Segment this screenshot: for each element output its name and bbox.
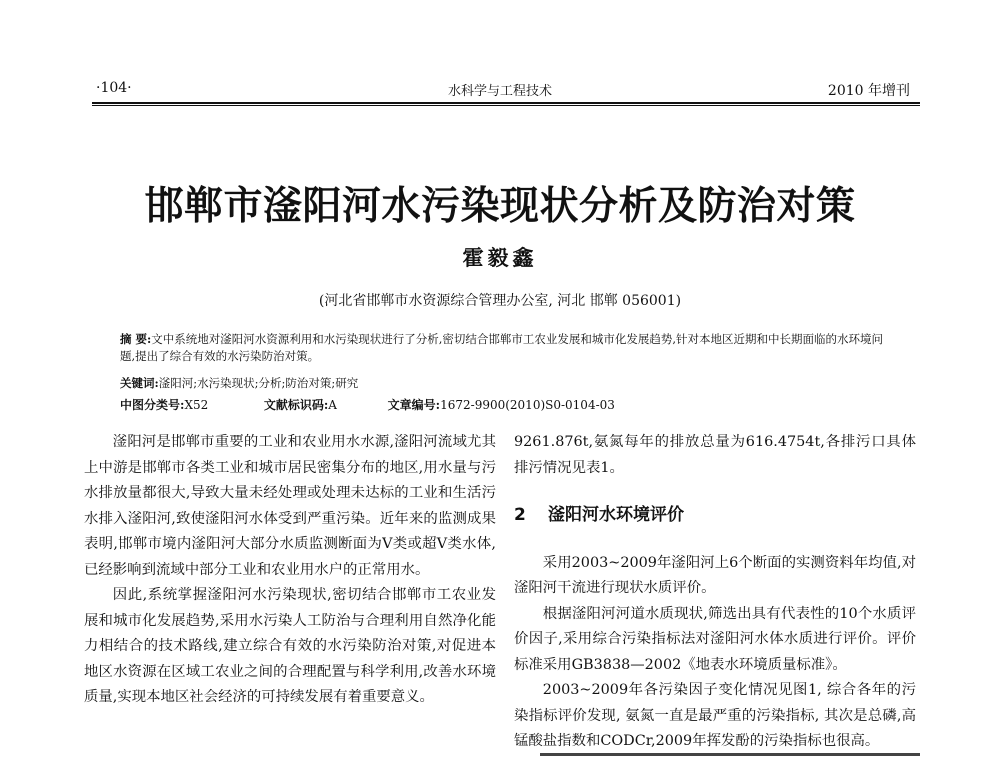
paragraph-continued: 9261.876t,氨氮每年的排放总量为616.4754t,各排污口具体排污情况见表1。 bbox=[514, 434, 916, 476]
section-number: 2 bbox=[514, 505, 526, 525]
article-id: 文章编号:1672-9900(2010)S0-0104-03 bbox=[387, 398, 615, 412]
clc-code: 中图分类号:X52 bbox=[120, 398, 209, 412]
paragraph: 因此,系统掌握滏阳河水污染现状,密切结合邯郸市工农业发展和城市化发展趋势,采用水污染人工防治与合理利用自然净化能力相结合的技术路线,建立综合有效的水污染防治对策,对促进本地区水资源在区域工农业之间的合理配置与科学利用,改善水环境质量,实现本地区社会经济的可持续发展有着重要意义。 bbox=[84, 587, 496, 705]
header-rule-thin bbox=[92, 105, 920, 106]
paragraph: 2003~2009年各污染因子变化情况见图1, 综合各年的污染指标评价发现, 氨氮一直是最严重的污染指标, 其次是总磷,高锰酸盐指数和CODCr,2009年挥发酚的污染指标也很高。 bbox=[514, 682, 916, 749]
abstract-label: 摘 要: bbox=[120, 332, 152, 346]
classification-line bbox=[120, 396, 820, 413]
article-author: 霍毅鑫 bbox=[462, 245, 538, 270]
paragraph: 采用2003~2009年滏阳河上6个断面的实测资料年均值,对滏阳河干流进行现状水质评价。 bbox=[514, 554, 916, 596]
abstract-text: 文中系统地对滏阳河水资源利用和水污染现状进行了分析,密切结合邯郸市工农业发展和城市化发展趋势,针对本地区近期和中长期面临的水环境问题,提出了综合有效的水污染防治对策。 bbox=[120, 332, 884, 363]
section-heading bbox=[514, 503, 916, 529]
keywords-label: 关键词: bbox=[120, 376, 159, 390]
article-title: 邯郸市滏阳河水污染现状分析及防治对策 bbox=[144, 184, 856, 229]
paragraph: 根据滏阳河河道水质现状,筛选出具有代表性的10个水质评价因子,采用综合污染指标法对滏阳河水体水质进行评价。评价标准采用GB3838—2002《地表水环境质量标准》。 bbox=[514, 605, 916, 673]
journal-issue: 2010 年增刊 bbox=[827, 83, 910, 99]
body-left-column bbox=[84, 430, 496, 711]
keywords bbox=[120, 375, 358, 391]
journal-name: 水科学与工程技术 bbox=[447, 84, 552, 99]
author-affiliation: (河北省邯郸市水资源综合管理办公室, 河北 邯郸 056001) bbox=[318, 293, 682, 309]
document-code: 文献标识码:A bbox=[263, 398, 337, 412]
section-title: 滏阳河水环境评价 bbox=[548, 505, 684, 525]
abstract bbox=[120, 331, 885, 365]
header-rule-thick bbox=[92, 102, 920, 104]
paragraph: 滏阳河是邯郸市重要的工业和农业用水水源,滏阳河流域尤其上中游是邯郸市各类工业和城市居民密集分布的地区,用水量与污水排放量都很大,导致大量未经处理或处理未达标的工业和生活污水排入滏阳河,致使滏阳河水体受到严重污染。近年来的监测成果表明,邯郸市境内滏阳河大部分水质监测断面为Ⅴ类或超Ⅴ类水体,已经影响到流域中部分工业和农业用水户的正常用水。 bbox=[84, 434, 496, 578]
keywords-text: 滏阳河;水污染现状;分析;防治对策;研究 bbox=[158, 376, 359, 390]
body-right-column bbox=[514, 430, 916, 755]
figure-top-edge bbox=[540, 753, 920, 756]
page-number: ·104· bbox=[96, 80, 132, 96]
